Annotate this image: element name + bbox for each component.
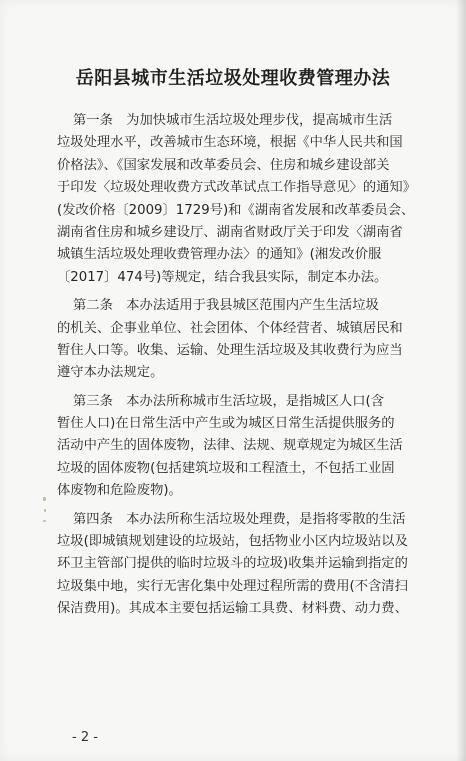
- scan-speck: [43, 520, 46, 522]
- text-line: 第二条 本办法适用于我县城区范围内产生生活垃圾: [73, 298, 379, 314]
- page-number: - 2 -: [72, 730, 98, 745]
- article-4: [57, 509, 447, 621]
- text-line: 第三条 本办法所称城市生活垃圾，是指城区人口(含: [73, 393, 385, 409]
- article-1: [57, 110, 447, 289]
- text-line: 活动中产生的固体废物，法律、法规、规章规定为城区生活: [57, 438, 403, 454]
- document-body: [57, 110, 447, 627]
- text-line: 价格法》、《国家发展和改革委员会、住房和城乡建设部关: [57, 157, 390, 173]
- text-line: (发改价格〔2009〕1729号)和《湖南省发展和改革委员会、: [57, 202, 415, 218]
- text-line: 暂住人口等。收集、运输、处理生活垃圾及其收费行为应当: [57, 342, 403, 358]
- text-line: 体废物和危险废物)。: [57, 483, 182, 499]
- text-line: 垃圾的固体废物(包括建筑垃圾和工程渣土，不包括工业固: [57, 460, 395, 476]
- scan-speck: [43, 497, 46, 501]
- text-line: 第一条 为加快城市生活垃圾处理步伐，提高城市生活: [73, 113, 393, 128]
- text-line: 暂住人口)在日常生活中产生或为城区日常生活提供服务的: [57, 416, 395, 432]
- text-line: 的机关、企事业单位、社会团体、个体经营者、城镇居民和: [57, 320, 403, 336]
- text-line: 〔2017〕474号)等规定，结合我县实际，制定本办法。: [57, 269, 388, 285]
- text-line: 城镇生活垃圾处理收费管理办法〉的通知》(湘发改价服: [57, 247, 382, 263]
- text-line: 垃圾处理水平，改善城市生态环境，根据《中华人民共和国: [57, 135, 403, 151]
- text-line: 环卫主管部门提供的临时垃圾斗的垃圾)收集并运输到指定的: [57, 556, 408, 572]
- text-line: 于印发〈垃圾处理收费方式改革试点工作指导意见〉的通知》: [57, 180, 417, 196]
- article-3: [57, 391, 447, 503]
- article-2: [57, 295, 447, 385]
- text-line: 遵守本办法规定。: [57, 365, 164, 381]
- text-line: 保洁费用)。其成本主要包括运输工具费、材料费、动力费、: [57, 601, 408, 617]
- text-line: 湖南省住房和城乡建设厅、湖南省财政厅关于印发〈湖南省: [57, 224, 403, 240]
- text-line: 垃圾集中地，实行无害化集中处理过程所需的费用(不含清扫: [57, 578, 408, 594]
- document-title: 岳阳县城市生活垃圾处理收费管理办法: [75, 68, 391, 89]
- page-edge-shadow: [456, 0, 466, 761]
- text-line: 垃圾(即城镇规划建设的垃圾站，包括物业小区内垃圾站以及: [57, 534, 408, 550]
- scan-speck: [44, 509, 46, 512]
- text-line: 第四条 本办法所称生活垃圾处理费，是指将零散的生活: [73, 511, 406, 527]
